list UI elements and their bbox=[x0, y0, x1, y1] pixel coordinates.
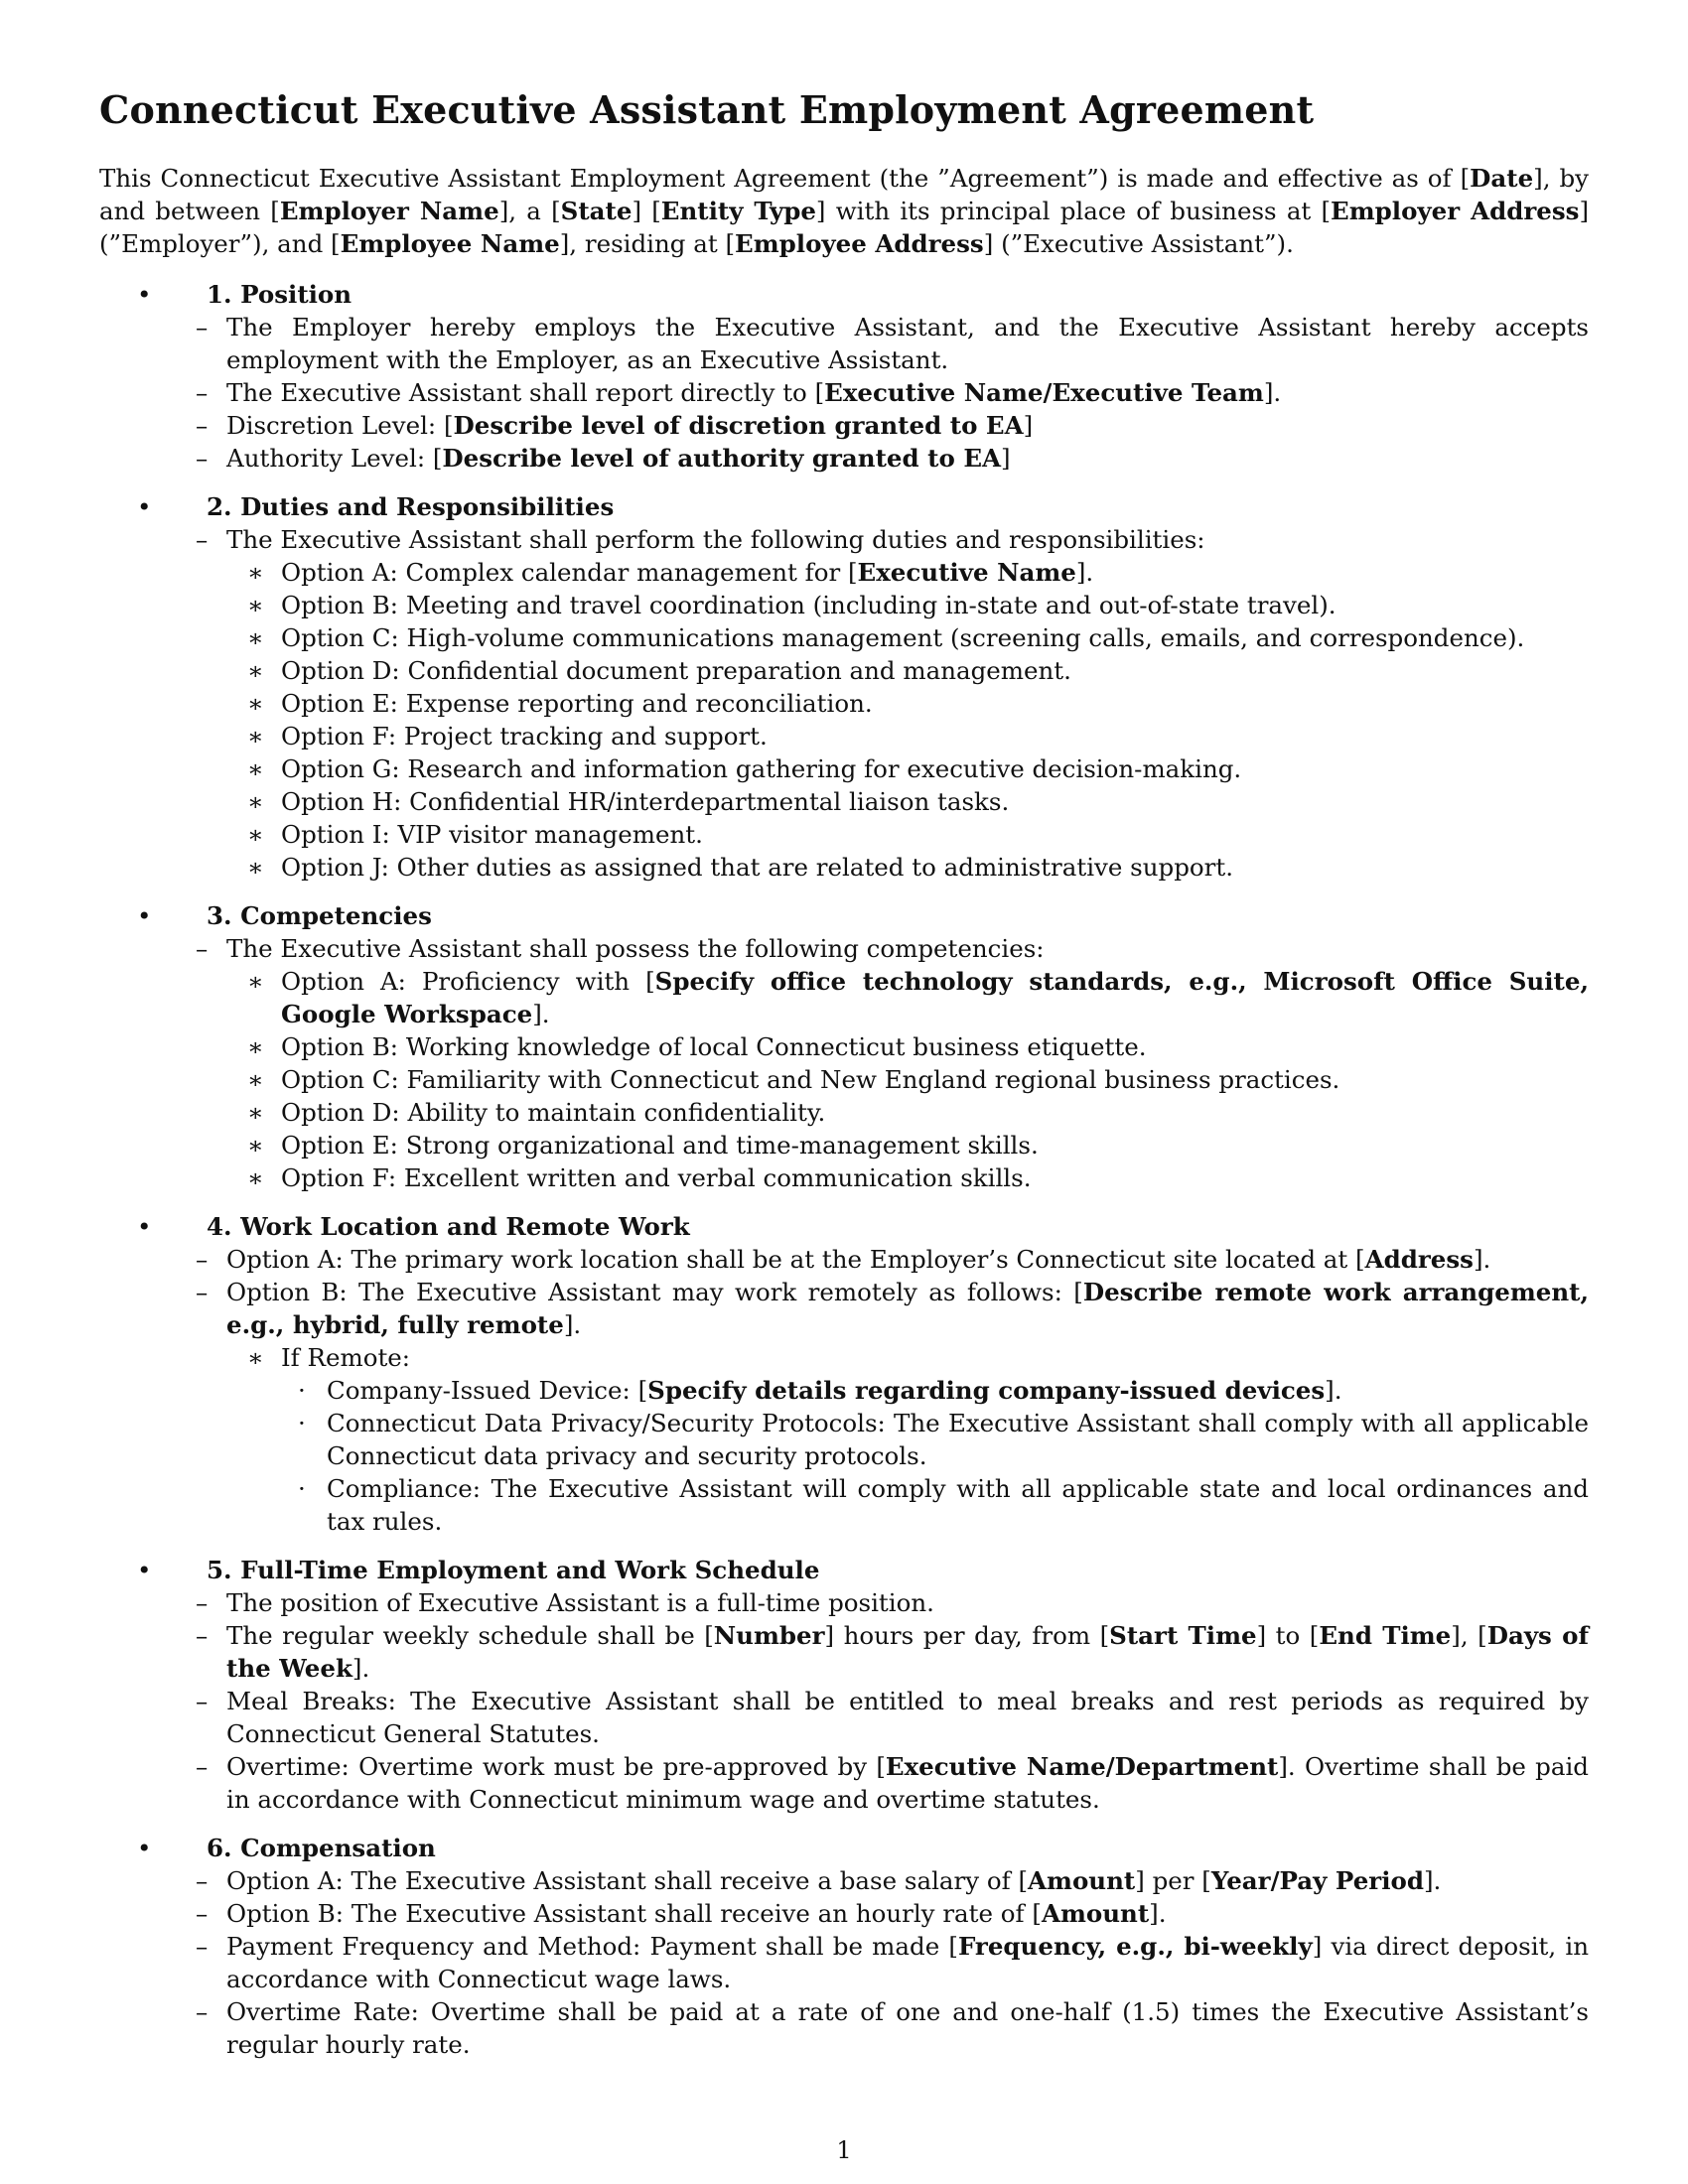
list-marker: ∗ bbox=[247, 591, 264, 619]
list-marker: – bbox=[196, 525, 209, 554]
bullet-marker: • bbox=[137, 1834, 152, 1862]
placeholder-field: Describe level of discretion granted to EA bbox=[453, 411, 1024, 440]
text-run: ] with its principal place of business at [ bbox=[815, 197, 1332, 225]
bullet-marker: • bbox=[137, 1556, 152, 1584]
text-run: The Executive Assistant shall perform the following duties and responsibilities: bbox=[226, 525, 1205, 554]
text-run: ], residing at [ bbox=[559, 229, 736, 258]
list-marker: – bbox=[196, 378, 209, 407]
list-item bbox=[99, 589, 1589, 621]
text-run: ] via direct deposit, in accordance with Connecticut wage laws. bbox=[226, 1932, 1590, 1993]
list-item bbox=[99, 621, 1589, 654]
placeholder-field: Frequency, e.g., bi-weekly bbox=[957, 1932, 1313, 1961]
text-run: Overtime Rate: Overtime shall be paid at a rate of one and one-half (1.5) times the Executive Assistant’s regular hourly rate. bbox=[226, 1997, 1589, 2059]
placeholder-field: Executive Name/Department bbox=[885, 1752, 1279, 1781]
text-run: ] per [ bbox=[1135, 1866, 1211, 1895]
text-run: Compliance: The Executive Assistant will comply with all applicable state and local ordinances and tax rules. bbox=[327, 1474, 1589, 1536]
list-marker: · bbox=[298, 1376, 306, 1405]
text-run: Meal Breaks: The Executive Assistant shall be entitled to meal breaks and rest periods as required by Connecticut General Statutes. bbox=[226, 1687, 1589, 1748]
placeholder-field: Date bbox=[1470, 164, 1534, 193]
placeholder-field: End Time bbox=[1319, 1621, 1452, 1650]
text-run: ], a [ bbox=[498, 197, 561, 225]
intro-paragraph bbox=[99, 162, 1589, 260]
text-run: Option E: Strong organizational and time-management skills. bbox=[281, 1131, 1039, 1160]
document-title: Connecticut Executive Assistant Employment Agreement bbox=[99, 87, 1315, 132]
text-run: ], by and between [ bbox=[99, 164, 1589, 225]
list-item bbox=[99, 687, 1589, 720]
text-run: ] (”Executive Assistant”). bbox=[983, 229, 1294, 258]
placeholder-field: Employee Name bbox=[340, 229, 560, 258]
list-marker: – bbox=[196, 444, 209, 473]
placeholder-field: Describe level of authority granted to EA bbox=[442, 444, 1002, 473]
list-item bbox=[99, 1586, 1589, 1619]
list-item bbox=[99, 1276, 1589, 1341]
list-marker: ∗ bbox=[247, 722, 264, 751]
list-item bbox=[99, 1619, 1589, 1685]
text-run: Discretion Level: [ bbox=[226, 411, 454, 440]
text-run: Option A: Complex calendar management for [ bbox=[281, 558, 858, 587]
list-marker: – bbox=[196, 1245, 209, 1274]
list-marker: ∗ bbox=[247, 1131, 264, 1160]
section-heading-text: 4. Work Location and Remote Work bbox=[207, 1212, 690, 1241]
list-item bbox=[99, 1930, 1589, 1995]
placeholder-field: Describe remote work arrangement, e.g., hybrid, fully remote bbox=[226, 1278, 1589, 1339]
list-item bbox=[99, 1129, 1589, 1161]
text-run: ], [ bbox=[1451, 1621, 1487, 1650]
list-marker: ∗ bbox=[247, 656, 264, 685]
text-run: Option E: Expense reporting and reconciliation. bbox=[281, 689, 873, 718]
list-item bbox=[99, 752, 1589, 785]
text-run: Option B: Working knowledge of local Connecticut business etiquette. bbox=[281, 1032, 1147, 1061]
list-item bbox=[99, 965, 1589, 1030]
text-run: ]. bbox=[563, 1310, 582, 1339]
list-marker: – bbox=[196, 1687, 209, 1715]
list-item bbox=[99, 1685, 1589, 1750]
list-marker: – bbox=[196, 1278, 209, 1306]
list-item bbox=[99, 1030, 1589, 1063]
list-marker: – bbox=[196, 1588, 209, 1617]
list-marker: · bbox=[298, 1409, 306, 1437]
bullet-marker: • bbox=[137, 280, 152, 309]
text-run: Option F: Excellent written and verbal communication skills. bbox=[281, 1163, 1032, 1192]
list-item bbox=[99, 1407, 1589, 1472]
text-run: Connecticut Data Privacy/Security Protocols: The Executive Assistant shall comply with all applicable Connecticut data privacy and security protocols. bbox=[327, 1409, 1589, 1470]
text-run: ]. bbox=[1473, 1245, 1491, 1274]
list-item bbox=[99, 1096, 1589, 1129]
list-item bbox=[99, 785, 1589, 818]
placeholder-field: Employer Address bbox=[1331, 197, 1580, 225]
list-item bbox=[99, 1472, 1589, 1538]
section-heading bbox=[99, 490, 1589, 523]
section bbox=[99, 278, 1589, 475]
list-marker: – bbox=[196, 1899, 209, 1928]
text-run: ] (”Employer”), and [ bbox=[99, 197, 1590, 258]
section bbox=[99, 490, 1589, 884]
placeholder-field: Start Time bbox=[1109, 1621, 1257, 1650]
section-heading bbox=[99, 1210, 1589, 1243]
text-run: The position of Executive Assistant is a full-time position. bbox=[226, 1588, 934, 1617]
list-item bbox=[99, 654, 1589, 687]
text-run: This Connecticut Executive Assistant Employment Agreement (the ”Agreement”) is made and effective as of [ bbox=[99, 164, 1471, 193]
bullet-marker: • bbox=[137, 1212, 152, 1241]
list-marker: – bbox=[196, 1621, 209, 1650]
text-run: Option H: Confidential HR/interdepartmental liaison tasks. bbox=[281, 787, 1010, 816]
section-heading-text: 2. Duties and Responsibilities bbox=[207, 492, 615, 521]
list-item bbox=[99, 1341, 1589, 1374]
section bbox=[99, 899, 1589, 1194]
text-run: Option D: Ability to maintain confidentiality. bbox=[281, 1098, 826, 1127]
bullet-marker: • bbox=[137, 492, 152, 521]
list-marker: ∗ bbox=[247, 1163, 264, 1192]
text-run: Payment Frequency and Method: Payment shall be made [ bbox=[226, 1932, 958, 1961]
text-run: ]. Overtime shall be paid in accordance with Connecticut minimum wage and overtime statutes. bbox=[226, 1752, 1589, 1814]
text-run: Option B: The Executive Assistant shall receive an hourly rate of [ bbox=[226, 1899, 1042, 1928]
placeholder-field: Executive Name/Executive Team bbox=[824, 378, 1264, 407]
text-run: The regular weekly schedule shall be [ bbox=[226, 1621, 714, 1650]
text-run: The Executive Assistant shall possess the following competencies: bbox=[226, 934, 1045, 963]
text-run: ] bbox=[1023, 411, 1034, 440]
list-item bbox=[99, 851, 1589, 884]
list-item bbox=[99, 1063, 1589, 1096]
text-run: ] to [ bbox=[1256, 1621, 1320, 1650]
text-run: ]. bbox=[1263, 378, 1282, 407]
list-item bbox=[99, 556, 1589, 589]
list-marker: – bbox=[196, 1866, 209, 1895]
text-run: The Executive Assistant shall report directly to [ bbox=[226, 378, 825, 407]
section-heading-text: 5. Full-Time Employment and Work Schedule bbox=[207, 1556, 820, 1584]
list-marker: ∗ bbox=[247, 1098, 264, 1127]
list-marker: ∗ bbox=[247, 787, 264, 816]
list-marker: – bbox=[196, 411, 209, 440]
list-item bbox=[99, 1161, 1589, 1194]
list-item bbox=[99, 311, 1589, 376]
list-item bbox=[99, 818, 1589, 851]
placeholder-field: Employee Address bbox=[735, 229, 984, 258]
text-run: ] [ bbox=[632, 197, 661, 225]
list-item bbox=[99, 409, 1589, 442]
placeholder-field: Amount bbox=[1041, 1899, 1150, 1928]
text-run: Option A: The Executive Assistant shall receive a base salary of [ bbox=[226, 1866, 1029, 1895]
placeholder-field: Year/Pay Period bbox=[1210, 1866, 1424, 1895]
text-run: Option B: The Executive Assistant may work remotely as follows: [ bbox=[226, 1278, 1083, 1306]
list-item bbox=[99, 523, 1589, 556]
page-number: 1 bbox=[836, 2136, 852, 2164]
section bbox=[99, 1210, 1589, 1538]
text-run: Option F: Project tracking and support. bbox=[281, 722, 768, 751]
list-marker: ∗ bbox=[247, 754, 264, 783]
text-run: ]. bbox=[1075, 558, 1094, 587]
text-run: Overtime: Overtime work must be pre-approved by [ bbox=[226, 1752, 886, 1781]
text-run: Option D: Confidential document preparation and management. bbox=[281, 656, 1071, 685]
text-run: ]. bbox=[532, 1000, 550, 1028]
list-item bbox=[99, 1864, 1589, 1897]
list-item bbox=[99, 932, 1589, 965]
placeholder-field: Specify details regarding company-issued devices bbox=[647, 1376, 1326, 1405]
list-marker: – bbox=[196, 1752, 209, 1781]
placeholder-field: Address bbox=[1364, 1245, 1474, 1274]
list-marker: – bbox=[196, 1932, 209, 1961]
section bbox=[99, 1832, 1589, 2061]
section bbox=[99, 1554, 1589, 1816]
section-heading bbox=[99, 1554, 1589, 1586]
text-run: If Remote: bbox=[281, 1343, 411, 1372]
text-run: Option I: VIP visitor management. bbox=[281, 820, 703, 849]
placeholder-field: Entity Type bbox=[660, 197, 816, 225]
list-marker: ∗ bbox=[247, 820, 264, 849]
placeholder-field: Days of the Week bbox=[226, 1621, 1589, 1683]
placeholder-field: Employer Name bbox=[279, 197, 499, 225]
list-item bbox=[99, 442, 1589, 475]
list-marker: · bbox=[298, 1474, 306, 1503]
list-marker: ∗ bbox=[247, 967, 264, 996]
placeholder-field: Specify office technology standards, e.g., Microsoft Office Suite, Google Workspace bbox=[281, 967, 1589, 1028]
text-run: Option B: Meeting and travel coordination (including in-state and out-of-state travel). bbox=[281, 591, 1336, 619]
placeholder-field: Number bbox=[713, 1621, 825, 1650]
section-heading bbox=[99, 1832, 1589, 1864]
text-run: ]. bbox=[1325, 1376, 1342, 1405]
section-heading bbox=[99, 899, 1589, 932]
text-run: ] bbox=[1001, 444, 1011, 473]
text-run: Option G: Research and information gathering for executive decision-making. bbox=[281, 754, 1242, 783]
text-run: Option J: Other duties as assigned that are related to administrative support. bbox=[281, 853, 1233, 882]
sections-list bbox=[99, 278, 1589, 2061]
text-run: Option C: Familiarity with Connecticut and New England regional business practices. bbox=[281, 1065, 1340, 1094]
list-item bbox=[99, 1750, 1589, 1816]
list-marker: ∗ bbox=[247, 1032, 264, 1061]
list-marker: ∗ bbox=[247, 1343, 264, 1372]
text-run: Option C: High-volume communications management (screening calls, emails, and correspondence). bbox=[281, 623, 1525, 652]
section-heading-text: 3. Competencies bbox=[207, 901, 432, 930]
text-run: Option A: Proficiency with [ bbox=[281, 967, 655, 996]
text-run: ]. bbox=[1149, 1899, 1167, 1928]
list-marker: – bbox=[196, 934, 209, 963]
list-marker: ∗ bbox=[247, 1065, 264, 1094]
section-heading bbox=[99, 278, 1589, 311]
section-heading-text: 1. Position bbox=[207, 280, 352, 309]
text-run: The Employer hereby employs the Executive Assistant, and the Executive Assistant hereby accepts employment with the Employer, as an Executive Assistant. bbox=[226, 313, 1589, 374]
bullet-marker: • bbox=[137, 901, 152, 930]
list-item bbox=[99, 1995, 1589, 2061]
list-marker: ∗ bbox=[247, 689, 264, 718]
list-item bbox=[99, 376, 1589, 409]
list-item bbox=[99, 1243, 1589, 1276]
text-run: ] hours per day, from [ bbox=[824, 1621, 1110, 1650]
list-marker: ∗ bbox=[247, 623, 264, 652]
list-item bbox=[99, 720, 1589, 752]
list-item bbox=[99, 1897, 1589, 1930]
text-run: Authority Level: [ bbox=[226, 444, 443, 473]
list-marker: ∗ bbox=[247, 558, 264, 587]
list-item bbox=[99, 1374, 1589, 1407]
text-run: Option A: The primary work location shall be at the Employer’s Connecticut site located at [ bbox=[226, 1245, 1365, 1274]
placeholder-field: Executive Name bbox=[857, 558, 1076, 587]
list-marker: – bbox=[196, 313, 209, 341]
text-run: ]. bbox=[1423, 1866, 1442, 1895]
section-heading-text: 6. Compensation bbox=[207, 1834, 436, 1862]
text-run: ]. bbox=[352, 1654, 370, 1683]
document-page bbox=[99, 87, 1589, 2077]
placeholder-field: Amount bbox=[1028, 1866, 1136, 1895]
list-marker: – bbox=[196, 1997, 209, 2026]
placeholder-field: State bbox=[560, 197, 633, 225]
list-marker: ∗ bbox=[247, 853, 264, 882]
text-run: Company-Issued Device: [ bbox=[327, 1376, 648, 1405]
